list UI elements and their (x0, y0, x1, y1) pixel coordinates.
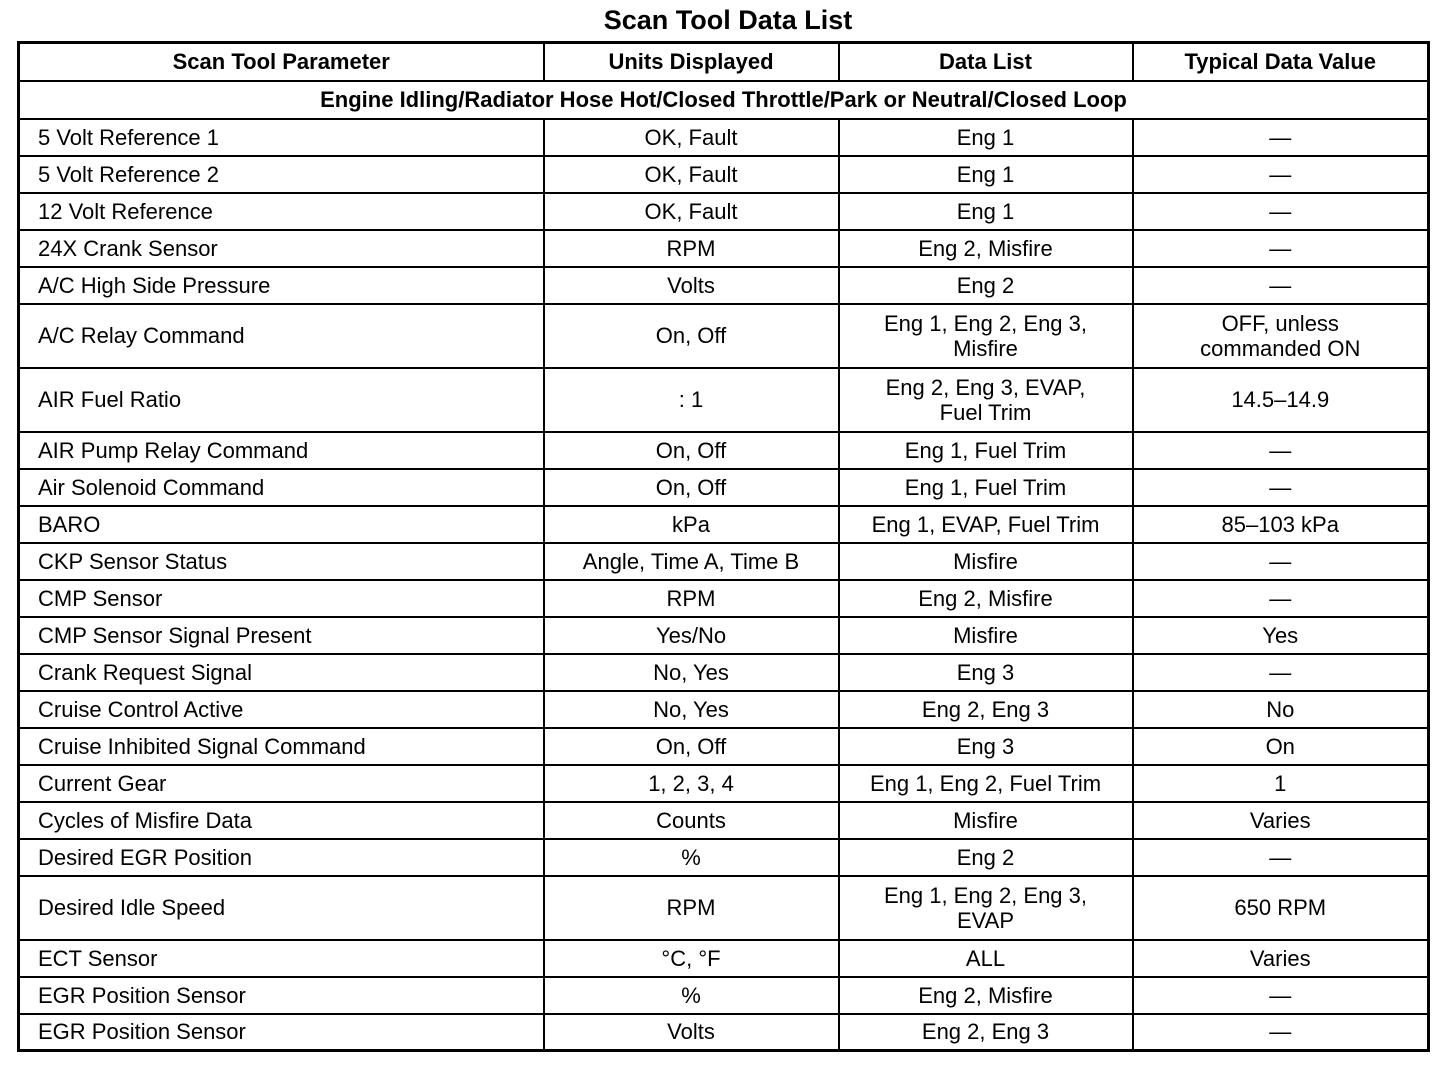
table-row (19, 580, 1429, 617)
cell-parameter: A/C Relay Command (19, 304, 544, 368)
cell-data-list-text: Eng 2, Eng 3, EVAP, Fuel Trim (885, 374, 1086, 425)
cell-typical-value: Yes (1133, 617, 1429, 654)
cell-parameter: CMP Sensor (19, 580, 544, 617)
cell-units: kPa (544, 506, 839, 543)
cell-data-list: Eng 1 (839, 193, 1133, 230)
cell-typical-value-text: 14.5–14.9 (1231, 387, 1330, 412)
table-row (19, 691, 1429, 728)
cell-parameter: ECT Sensor (19, 940, 544, 977)
cell-parameter: Desired Idle Speed (19, 876, 544, 940)
table-row (19, 506, 1429, 543)
cell-data-list: Eng 2 (839, 267, 1133, 304)
cell-units: RPM (544, 230, 839, 267)
cell-parameter: 5 Volt Reference 2 (19, 156, 544, 193)
table-row (19, 368, 1429, 432)
cell-typical-value: Varies (1133, 940, 1429, 977)
scan-tool-data-table (17, 41, 1430, 1052)
cell-data-list: Misfire (839, 617, 1133, 654)
cell-parameter: EGR Position Sensor (19, 1014, 544, 1051)
cell-typical-value: — (1133, 230, 1429, 267)
table-row (19, 119, 1429, 156)
table-row (19, 267, 1429, 304)
table-row (19, 1014, 1429, 1051)
header-parameter: Scan Tool Parameter (19, 43, 544, 81)
cell-typical-value: No (1133, 691, 1429, 728)
cell-data-list: Eng 3 (839, 728, 1133, 765)
cell-data-list-text: Eng 1, Eng 2, Eng 3, EVAP (883, 882, 1088, 933)
cell-parameter: Cruise Control Active (19, 691, 544, 728)
cell-units: RPM (544, 876, 839, 940)
table-row (19, 977, 1429, 1014)
cell-parameter: 24X Crank Sensor (19, 230, 544, 267)
cell-data-list: Eng 1, Eng 2, Fuel Trim (839, 765, 1133, 802)
cell-typical-value: — (1133, 469, 1429, 506)
cell-data-list (839, 368, 1133, 432)
cell-typical-value: — (1133, 193, 1429, 230)
table-row (19, 432, 1429, 469)
cell-units: On, Off (544, 469, 839, 506)
cell-units: Volts (544, 267, 839, 304)
table-row (19, 193, 1429, 230)
cell-parameter: CKP Sensor Status (19, 543, 544, 580)
cell-units: On, Off (544, 304, 839, 368)
cell-units: 1, 2, 3, 4 (544, 765, 839, 802)
cell-typical-value: — (1133, 1014, 1429, 1051)
table-header-row (19, 43, 1429, 81)
header-units: Units Displayed (544, 43, 839, 81)
cell-units: OK, Fault (544, 193, 839, 230)
cell-units: °C, °F (544, 940, 839, 977)
cell-units: % (544, 839, 839, 876)
cell-typical-value: 1 (1133, 765, 1429, 802)
table-row (19, 654, 1429, 691)
cell-parameter: Cruise Inhibited Signal Command (19, 728, 544, 765)
cell-typical-value: — (1133, 839, 1429, 876)
cell-parameter: 12 Volt Reference (19, 193, 544, 230)
cell-units: Counts (544, 802, 839, 839)
cell-parameter: CMP Sensor Signal Present (19, 617, 544, 654)
table-row (19, 543, 1429, 580)
cell-units: : 1 (544, 368, 839, 432)
header-data-list: Data List (839, 43, 1133, 81)
cell-units: No, Yes (544, 691, 839, 728)
cell-data-list: Eng 1 (839, 156, 1133, 193)
cell-parameter: EGR Position Sensor (19, 977, 544, 1014)
table-row (19, 940, 1429, 977)
cell-units: Volts (544, 1014, 839, 1051)
cell-typical-value: — (1133, 580, 1429, 617)
table-row (19, 617, 1429, 654)
cell-units: % (544, 977, 839, 1014)
cell-parameter: Desired EGR Position (19, 839, 544, 876)
header-typical-value: Typical Data Value (1133, 43, 1429, 81)
cell-parameter: AIR Fuel Ratio (19, 368, 544, 432)
cell-data-list: Eng 1, EVAP, Fuel Trim (839, 506, 1133, 543)
cell-parameter: A/C High Side Pressure (19, 267, 544, 304)
cell-typical-value: 85–103 kPa (1133, 506, 1429, 543)
cell-parameter: Air Solenoid Command (19, 469, 544, 506)
cell-units: On, Off (544, 432, 839, 469)
cell-data-list (839, 304, 1133, 368)
cell-data-list: Eng 1, Fuel Trim (839, 469, 1133, 506)
cell-parameter: Crank Request Signal (19, 654, 544, 691)
table-row (19, 230, 1429, 267)
section-label: Engine Idling/Radiator Hose Hot/Closed Throttle/Park or Neutral/Closed Loop (19, 81, 1429, 119)
cell-typical-value: — (1133, 267, 1429, 304)
cell-typical-value: Varies (1133, 802, 1429, 839)
cell-parameter: Cycles of Misfire Data (19, 802, 544, 839)
cell-typical-value: — (1133, 156, 1429, 193)
table-row (19, 156, 1429, 193)
cell-data-list: Eng 2, Eng 3 (839, 691, 1133, 728)
cell-typical-value: — (1133, 543, 1429, 580)
table-body (19, 81, 1429, 1051)
cell-typical-value: — (1133, 432, 1429, 469)
cell-units: No, Yes (544, 654, 839, 691)
cell-parameter: Current Gear (19, 765, 544, 802)
page-title: Scan Tool Data List (603, 5, 853, 35)
cell-typical-value (1133, 876, 1429, 940)
cell-data-list: Eng 2 (839, 839, 1133, 876)
cell-typical-value (1133, 304, 1429, 368)
cell-typical-value: On (1133, 728, 1429, 765)
cell-data-list (839, 876, 1133, 940)
cell-data-list: Eng 2, Misfire (839, 977, 1133, 1014)
table-row (19, 469, 1429, 506)
cell-units: On, Off (544, 728, 839, 765)
cell-typical-value: — (1133, 977, 1429, 1014)
cell-units: RPM (544, 580, 839, 617)
table-row (19, 802, 1429, 839)
cell-units: OK, Fault (544, 156, 839, 193)
cell-data-list: Eng 2, Misfire (839, 580, 1133, 617)
cell-typical-value (1133, 368, 1429, 432)
cell-data-list: Eng 3 (839, 654, 1133, 691)
table-row (19, 765, 1429, 802)
cell-units: Yes/No (544, 617, 839, 654)
cell-data-list: Eng 2, Misfire (839, 230, 1133, 267)
cell-data-list: Misfire (839, 802, 1133, 839)
cell-units: Angle, Time A, Time B (544, 543, 839, 580)
cell-data-list-text: Eng 1, Eng 2, Eng 3, Misfire (883, 310, 1088, 361)
cell-typical-value-text: OFF, unless commanded ON (1200, 310, 1361, 361)
cell-units: OK, Fault (544, 119, 839, 156)
cell-data-list: Eng 1 (839, 119, 1133, 156)
cell-parameter: BARO (19, 506, 544, 543)
table-row (19, 304, 1429, 368)
cell-typical-value-text: 650 RPM (1234, 895, 1327, 920)
cell-data-list: ALL (839, 940, 1133, 977)
section-row (19, 81, 1429, 119)
table-row (19, 839, 1429, 876)
table-row (19, 728, 1429, 765)
cell-parameter: AIR Pump Relay Command (19, 432, 544, 469)
cell-parameter: 5 Volt Reference 1 (19, 119, 544, 156)
cell-data-list: Eng 2, Eng 3 (839, 1014, 1133, 1051)
cell-data-list: Eng 1, Fuel Trim (839, 432, 1133, 469)
table-row (19, 876, 1429, 940)
cell-data-list: Misfire (839, 543, 1133, 580)
cell-typical-value: — (1133, 119, 1429, 156)
cell-typical-value: — (1133, 654, 1429, 691)
